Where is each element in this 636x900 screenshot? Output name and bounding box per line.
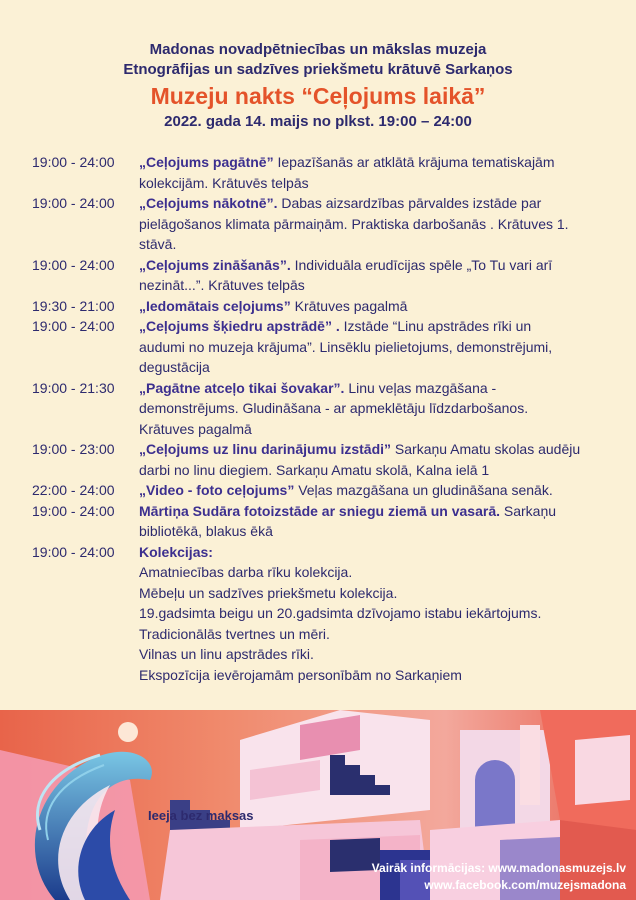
schedule-time: 19:00 - 24:00	[32, 154, 115, 170]
schedule-description	[139, 501, 612, 542]
schedule-row	[32, 378, 612, 440]
schedule-time: 19:00 - 24:00	[32, 543, 115, 560]
schedule-time: 22:00 - 24:00	[32, 482, 115, 498]
venue-name: Etnogrāfijas un sadzīves priekšmetu krātuvē Sarkaņos	[123, 61, 513, 78]
description-line: nezināt...”. Krātuves telpās	[139, 277, 305, 293]
schedule-row	[32, 193, 612, 255]
schedule-time: 19:30 - 21:00	[32, 297, 115, 314]
schedule-row	[32, 439, 612, 480]
description-line	[139, 480, 612, 501]
schedule-row	[32, 316, 612, 378]
schedule	[32, 152, 612, 685]
event-title: Muzeju nakts “Ceļojums laikā”	[150, 83, 486, 109]
description-line: darbi no linu diegiem. Sarkaņu Amatu skolā, Kalna ielā 1	[139, 461, 490, 478]
description-line	[139, 542, 612, 563]
header	[0, 40, 636, 132]
event-name: „Ceļojums šķiedru apstrādē” .	[139, 318, 340, 334]
schedule-description	[139, 255, 612, 296]
event-name: „Iedomātais ceļojums”	[139, 297, 291, 314]
description-line	[139, 152, 612, 173]
sun-shape	[118, 722, 138, 742]
free-entry-note: Ieeja bez maksas	[148, 808, 254, 823]
facebook-link[interactable]: www.facebook.com/muzejsmadona	[424, 878, 626, 892]
description-line	[139, 378, 612, 399]
event-name: Mārtiņa Sudāra fotoizstāde ar sniegu ziemā un vasarā.	[139, 502, 500, 519]
event-name: „Ceļojums zināšanās”.	[139, 256, 291, 273]
event-detail: Izstāde “Linu apstrādes rīki un	[339, 318, 532, 334]
description-line	[139, 193, 612, 214]
description-line: Ekspozīcija ievērojamām personībām no Sarkaņiem	[139, 666, 462, 683]
event-name: „Pagātne atceļo tikai šovakar”.	[139, 379, 345, 396]
description-line: Vilnas un linu apstrādes rīki.	[139, 646, 314, 662]
description-line: stāvā.	[139, 236, 177, 252]
description-line: Amatniecības darba rīku kolekcija.	[139, 564, 353, 580]
event-detail: Iepazīšanās ar atklātā krājuma tematiskajām	[273, 154, 555, 170]
description-line: demonstrējums. Gludināšana - ar apmeklētāju līdzdarbošanos.	[139, 400, 529, 416]
schedule-row	[32, 542, 612, 686]
description-line	[139, 439, 612, 460]
schedule-description	[139, 193, 612, 255]
schedule-description	[139, 296, 612, 317]
schedule-row	[32, 296, 612, 317]
schedule-time: 19:00 - 23:00	[32, 441, 115, 457]
description-line: pielāgošanos klimata pārmaiņām. Praktiska darbošanās . Krātuves 1.	[139, 215, 569, 232]
event-detail: Krātuves pagalmā	[290, 297, 408, 314]
schedule-time: 19:00 - 24:00	[32, 502, 115, 519]
event-detail: Dabas aizsardzības pārvaldes izstāde par	[277, 195, 542, 211]
description-line: bibliotēkā, blakus ēkā	[139, 523, 273, 539]
schedule-row	[32, 152, 612, 193]
schedule-description	[139, 542, 612, 686]
description-line: degustācija	[139, 359, 210, 375]
schedule-description	[139, 152, 612, 193]
event-name: Kolekcijas:	[139, 543, 213, 560]
description-line: audumi no muzeja krājuma”. Linsēklu pielietojums, demonstrējumi,	[139, 338, 553, 355]
schedule-time: 19:00 - 24:00	[32, 318, 115, 334]
schedule-description	[139, 480, 612, 501]
event-detail: Sarkaņu Amatu skolas audēju	[391, 441, 581, 457]
event-detail: Veļas mazgāšana un gludināšana senāk.	[294, 482, 553, 498]
event-detail: Linu veļas mazgāšana -	[344, 379, 497, 396]
event-name: „Ceļojums nākotnē”.	[139, 195, 278, 211]
website-link[interactable]: Vairāk informācijas: www.madonasmuzejs.lv	[371, 861, 626, 875]
event-name: „Video - foto ceļojums”	[139, 482, 295, 498]
museum-name: Madonas novadpētniecības un mākslas muzeja	[149, 41, 487, 58]
schedule-row	[32, 501, 612, 542]
schedule-time: 19:00 - 24:00	[32, 195, 115, 211]
event-detail: Sarkaņu	[500, 502, 557, 519]
description-line: 19.gadsimta beigu un 20.gadsimta dzīvojamo istabu iekārtojums.	[139, 605, 542, 621]
description-line: kolekcijām. Krātuvēs telpās	[139, 174, 309, 191]
description-line	[139, 296, 612, 317]
contact-info	[372, 860, 626, 894]
schedule-time: 19:00 - 21:30	[32, 379, 115, 396]
description-line: Mēbeļu un sadzīves priekšmetu kolekcija.	[139, 584, 398, 601]
description-line: Tradicionālās tvertnes un mēri.	[139, 625, 330, 642]
description-line	[139, 501, 612, 522]
event-detail: Individuāla erudīcijas spēle „To Tu vari arī	[290, 256, 553, 273]
schedule-row	[32, 255, 612, 296]
schedule-description	[139, 316, 612, 378]
event-name: „Ceļojums pagātnē”	[139, 154, 274, 170]
schedule-description	[139, 378, 612, 440]
schedule-row	[32, 480, 612, 501]
description-line	[139, 255, 612, 276]
description-line	[139, 316, 612, 337]
schedule-description	[139, 439, 612, 480]
event-date: 2022. gada 14. maijs no plkst. 19:00 – 24:00	[164, 113, 472, 130]
schedule-time: 19:00 - 24:00	[32, 256, 115, 273]
description-line: Krātuves pagalmā	[139, 420, 252, 437]
event-name: „Ceļojums uz linu darinājumu izstādi”	[139, 441, 392, 457]
